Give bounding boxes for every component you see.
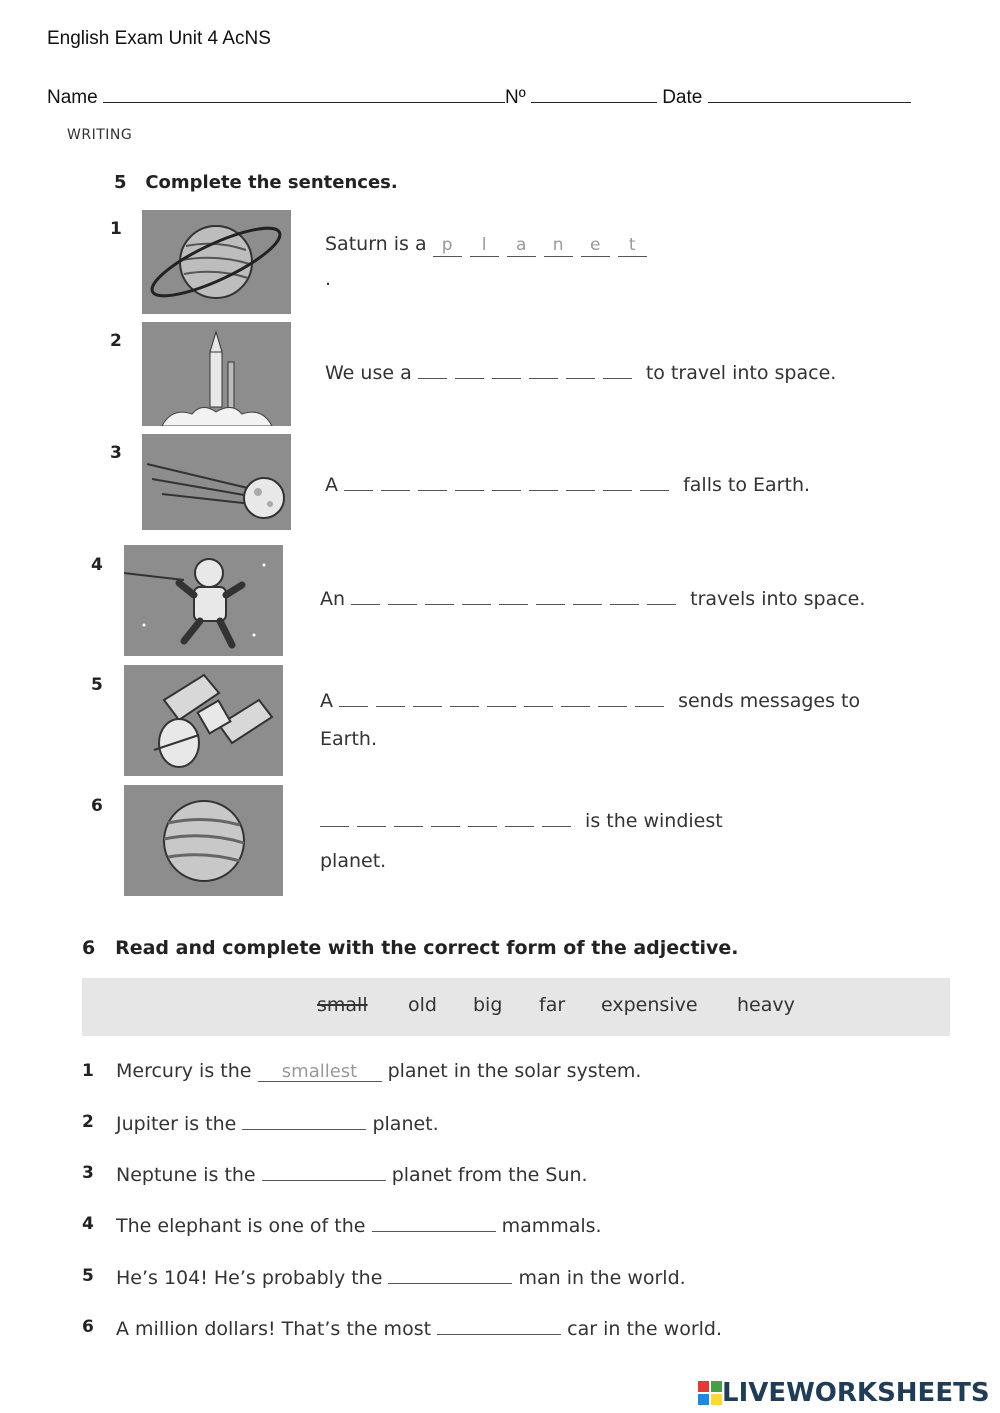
item-number: 2 <box>110 331 122 351</box>
exercise5-instruction: Complete the sentences. <box>145 172 398 193</box>
sentence-5-end: sends messages to <box>678 690 861 712</box>
sentence-1-end: . <box>325 268 332 290</box>
letter-slot[interactable] <box>394 810 423 827</box>
word-bank-item: expensive <box>601 994 698 1016</box>
word-bank-item: old <box>408 994 437 1016</box>
sentence-end: man in the world. <box>518 1267 686 1289</box>
exercise6-instruction: Read and complete with the correct form of the adjective. <box>115 937 739 959</box>
letter-slot[interactable] <box>468 810 497 827</box>
letter-slot[interactable]: a <box>507 238 536 257</box>
sentence-start: Neptune is the <box>116 1164 256 1186</box>
sentence-4-start: An <box>320 588 346 610</box>
sentence-2 <box>325 362 836 384</box>
sentence-3 <box>325 474 810 496</box>
saturn-icon <box>142 210 291 314</box>
section-label: WRITING <box>67 127 133 143</box>
sentence-3-end: falls to Earth. <box>683 474 811 496</box>
letter-slot[interactable] <box>376 690 405 707</box>
item-number: 3 <box>82 1163 94 1183</box>
letter-slot[interactable] <box>344 474 373 491</box>
word-bank <box>82 978 950 1036</box>
letter-slot[interactable] <box>499 588 528 605</box>
sentence-end: planet from the Sun. <box>391 1164 588 1186</box>
sentence-2-end: to travel into space. <box>645 362 837 384</box>
name-label: Name <box>47 87 98 108</box>
answer-blanks-6[interactable] <box>320 810 579 832</box>
letter-slot[interactable] <box>320 810 349 827</box>
answer-field[interactable] <box>437 1316 561 1335</box>
rocket-icon <box>142 322 291 426</box>
letter-slot[interactable] <box>635 690 664 707</box>
letter-slot[interactable] <box>492 474 521 491</box>
sentence-5-start: A <box>320 690 333 712</box>
date-label: Date <box>662 87 703 108</box>
letter-slot[interactable] <box>566 362 595 379</box>
answer-field[interactable] <box>388 1265 512 1284</box>
exercise5-heading <box>114 172 398 193</box>
word-bank-item: big <box>473 994 503 1016</box>
sentence-end: planet. <box>372 1113 439 1135</box>
adjective-sentence-6 <box>116 1316 722 1340</box>
letter-slot[interactable] <box>492 362 521 379</box>
letter-slot[interactable] <box>529 362 558 379</box>
word-bank-item: far <box>539 994 566 1016</box>
letter-slot[interactable] <box>431 810 460 827</box>
letter-slot[interactable] <box>640 474 669 491</box>
sentence-5 <box>320 690 860 712</box>
satellite-picture <box>124 665 283 776</box>
letter-slot[interactable] <box>598 690 627 707</box>
letter-slot[interactable] <box>610 588 639 605</box>
sentence-end: mammals. <box>501 1215 602 1237</box>
adjective-sentence-3 <box>116 1162 588 1186</box>
sentence-start: Mercury is the <box>116 1060 252 1082</box>
letter-slot[interactable] <box>388 588 417 605</box>
item-number: 6 <box>91 796 103 816</box>
letter-slot[interactable]: n <box>544 238 573 257</box>
answer-blanks-5[interactable] <box>339 690 672 712</box>
sentence-start: He’s 104! He’s probably the <box>116 1267 383 1289</box>
letter-slot[interactable]: l <box>470 238 499 257</box>
sentence-5-continued: Earth. <box>320 728 377 750</box>
item-number: 6 <box>82 1317 94 1337</box>
word-bank-item: small <box>317 994 368 1016</box>
letter-slot[interactable] <box>566 474 595 491</box>
number-field[interactable] <box>531 84 657 103</box>
sentence-4-end: travels into space. <box>690 588 866 610</box>
number-label: Nº <box>504 87 526 108</box>
meteor-icon <box>142 434 291 530</box>
item-number: 3 <box>110 443 122 463</box>
sentence-1 <box>325 233 655 257</box>
rocket-picture <box>142 322 291 426</box>
letter-slot[interactable] <box>647 588 676 605</box>
adjective-sentence-1 <box>116 1060 641 1082</box>
item-number: 1 <box>82 1061 94 1081</box>
item-number: 5 <box>91 675 103 695</box>
answer-blanks-2[interactable] <box>418 362 640 384</box>
letter-slot[interactable] <box>561 690 590 707</box>
saturn-picture <box>142 210 291 314</box>
sentence-end: planet in the solar system. <box>387 1060 642 1082</box>
astronaut-icon <box>124 545 283 656</box>
adjective-sentence-4 <box>116 1213 602 1237</box>
sentence-3-start: A <box>325 474 338 496</box>
answer-field[interactable] <box>242 1111 366 1130</box>
astronaut-picture <box>124 545 283 656</box>
exercise6-number: 6 <box>82 937 96 959</box>
letter-slot[interactable]: t <box>618 238 647 257</box>
letter-slot[interactable]: p <box>433 238 462 257</box>
letter-slot[interactable] <box>450 690 479 707</box>
answer-blanks-1[interactable] <box>433 233 655 257</box>
name-field[interactable] <box>103 84 505 103</box>
sentence-start: Jupiter is the <box>116 1113 237 1135</box>
letter-slot[interactable] <box>425 588 454 605</box>
answer-blanks-3[interactable] <box>344 474 677 496</box>
letter-slot[interactable] <box>603 474 632 491</box>
letter-slot[interactable] <box>455 474 484 491</box>
letter-slot[interactable] <box>462 588 491 605</box>
exercise6-heading <box>82 937 739 959</box>
letter-slot[interactable] <box>381 474 410 491</box>
letter-slot[interactable] <box>413 690 442 707</box>
sentence-start: The elephant is one of the <box>116 1215 366 1237</box>
sentence-6 <box>320 810 723 832</box>
sentence-start: A million dollars! That’s the most <box>116 1318 432 1340</box>
letter-slot[interactable] <box>524 690 553 707</box>
item-number: 4 <box>82 1214 94 1234</box>
letter-slot[interactable] <box>536 588 565 605</box>
letter-slot[interactable] <box>339 690 368 707</box>
letter-slot[interactable]: e <box>581 238 610 257</box>
item-number: 4 <box>91 555 103 575</box>
planet-icon <box>124 785 283 896</box>
answer-field[interactable]: smallest <box>258 1063 382 1082</box>
letter-slot[interactable] <box>573 588 602 605</box>
word-bank-item: heavy <box>737 994 795 1016</box>
letter-slot[interactable] <box>487 690 516 707</box>
liveworksheets-logo-icon <box>698 1381 722 1405</box>
answer-field[interactable] <box>262 1162 386 1181</box>
sentence-4 <box>320 588 865 610</box>
adjective-sentence-2 <box>116 1111 439 1135</box>
answer-blanks-4[interactable] <box>351 588 684 610</box>
student-info-line <box>47 84 911 109</box>
exercise5-number: 5 <box>114 172 127 193</box>
letter-slot[interactable] <box>418 474 447 491</box>
letter-slot[interactable] <box>542 810 571 827</box>
item-number: 1 <box>110 219 122 239</box>
exam-title: English Exam Unit 4 AcNS <box>47 28 271 49</box>
letter-slot[interactable] <box>418 362 447 379</box>
planet-picture <box>124 785 283 896</box>
satellite-icon <box>124 665 283 776</box>
letter-slot[interactable] <box>455 362 484 379</box>
adjective-sentence-5 <box>116 1265 686 1289</box>
sentence-1-start: Saturn is a <box>325 233 427 255</box>
liveworksheets-logo-text: LIVEWORKSHEETS <box>722 1378 990 1408</box>
letter-slot[interactable] <box>603 362 632 379</box>
item-number: 5 <box>82 1266 94 1286</box>
letter-slot[interactable] <box>529 474 558 491</box>
sentence-6-end: is the windiest <box>585 810 723 832</box>
sentence-end: car in the world. <box>567 1318 723 1340</box>
date-field[interactable] <box>708 84 911 103</box>
meteor-picture <box>142 434 291 530</box>
sentence-6-continued: planet. <box>320 850 387 872</box>
item-number: 2 <box>82 1112 94 1132</box>
answer-field[interactable] <box>372 1213 496 1232</box>
letter-slot[interactable] <box>351 588 380 605</box>
letter-slot[interactable] <box>505 810 534 827</box>
letter-slot[interactable] <box>357 810 386 827</box>
sentence-2-start: We use a <box>325 362 412 384</box>
liveworksheets-logo[interactable] <box>698 1378 990 1408</box>
